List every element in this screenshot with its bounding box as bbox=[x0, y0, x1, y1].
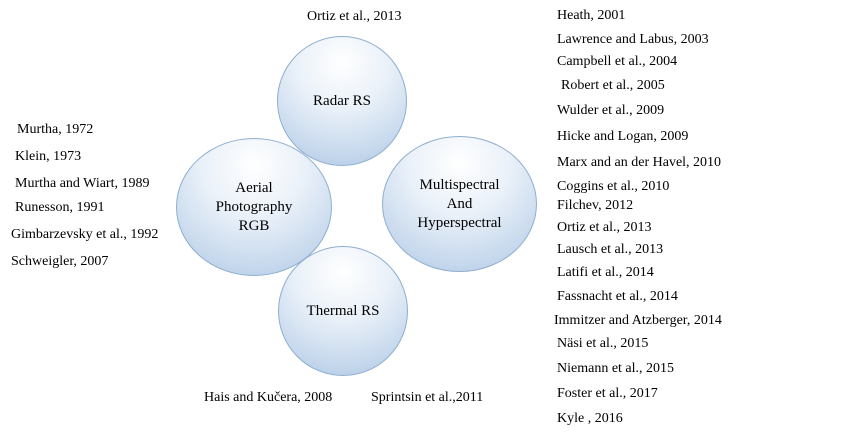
multispectral-reference: Campbell et al., 2004 bbox=[557, 54, 678, 69]
multispectral-reference: Latifi et al., 2014 bbox=[557, 265, 654, 280]
multispectral-reference: Kyle , 2016 bbox=[557, 411, 623, 426]
radar-rs-label: Radar RS bbox=[313, 92, 371, 109]
thermal-reference: Hais and Kučera, 2008 bbox=[204, 390, 333, 405]
multispectral-reference: Ortiz et al., 2013 bbox=[557, 220, 652, 235]
thermal-rs-label: Thermal RS bbox=[306, 302, 380, 319]
multispectral-hyperspectral-circle bbox=[382, 136, 537, 272]
multispectral-reference: Coggins et al., 2010 bbox=[557, 179, 670, 194]
aerial-reference: Schweigler, 2007 bbox=[11, 254, 109, 269]
multispectral-reference: Hicke and Logan, 2009 bbox=[557, 129, 689, 144]
multispectral-reference: Marx and an der Havel, 2010 bbox=[557, 155, 722, 170]
thermal-rs-circle bbox=[278, 246, 408, 376]
aerial-photography-label: Aerial Photography RGB bbox=[215, 179, 293, 234]
multispectral-reference: Niemann et al., 2015 bbox=[557, 361, 675, 376]
multispectral-reference: Robert et al., 2005 bbox=[561, 78, 665, 93]
aerial-reference: Murtha, 1972 bbox=[17, 122, 94, 137]
multispectral-hyperspectral-label: Multispectral And Hyperspectral bbox=[417, 176, 502, 231]
multispectral-reference: Heath, 2001 bbox=[557, 8, 626, 23]
multispectral-reference: Fassnacht et al., 2014 bbox=[557, 289, 678, 304]
aerial-reference: Gimbarzevsky et al., 1992 bbox=[11, 227, 159, 242]
multispectral-reference: Foster et al., 2017 bbox=[557, 386, 658, 401]
aerial-reference: Klein, 1973 bbox=[15, 149, 82, 164]
radar-reference: Ortiz et al., 2013 bbox=[307, 9, 402, 24]
multispectral-reference: Filchev, 2012 bbox=[557, 198, 634, 213]
multispectral-reference: Lausch et al., 2013 bbox=[557, 242, 664, 257]
aerial-reference: Runesson, 1991 bbox=[15, 200, 105, 215]
aerial-reference: Murtha and Wiart, 1989 bbox=[15, 176, 150, 191]
multispectral-reference: Näsi et al., 2015 bbox=[557, 336, 649, 351]
multispectral-reference: Lawrence and Labus, 2003 bbox=[557, 32, 709, 47]
radar-rs-circle bbox=[277, 36, 407, 166]
thermal-reference: Sprintsin et al.,2011 bbox=[371, 390, 484, 405]
multispectral-reference: Wulder et al., 2009 bbox=[557, 103, 665, 118]
multispectral-reference: Immitzer and Atzberger, 2014 bbox=[554, 313, 722, 328]
